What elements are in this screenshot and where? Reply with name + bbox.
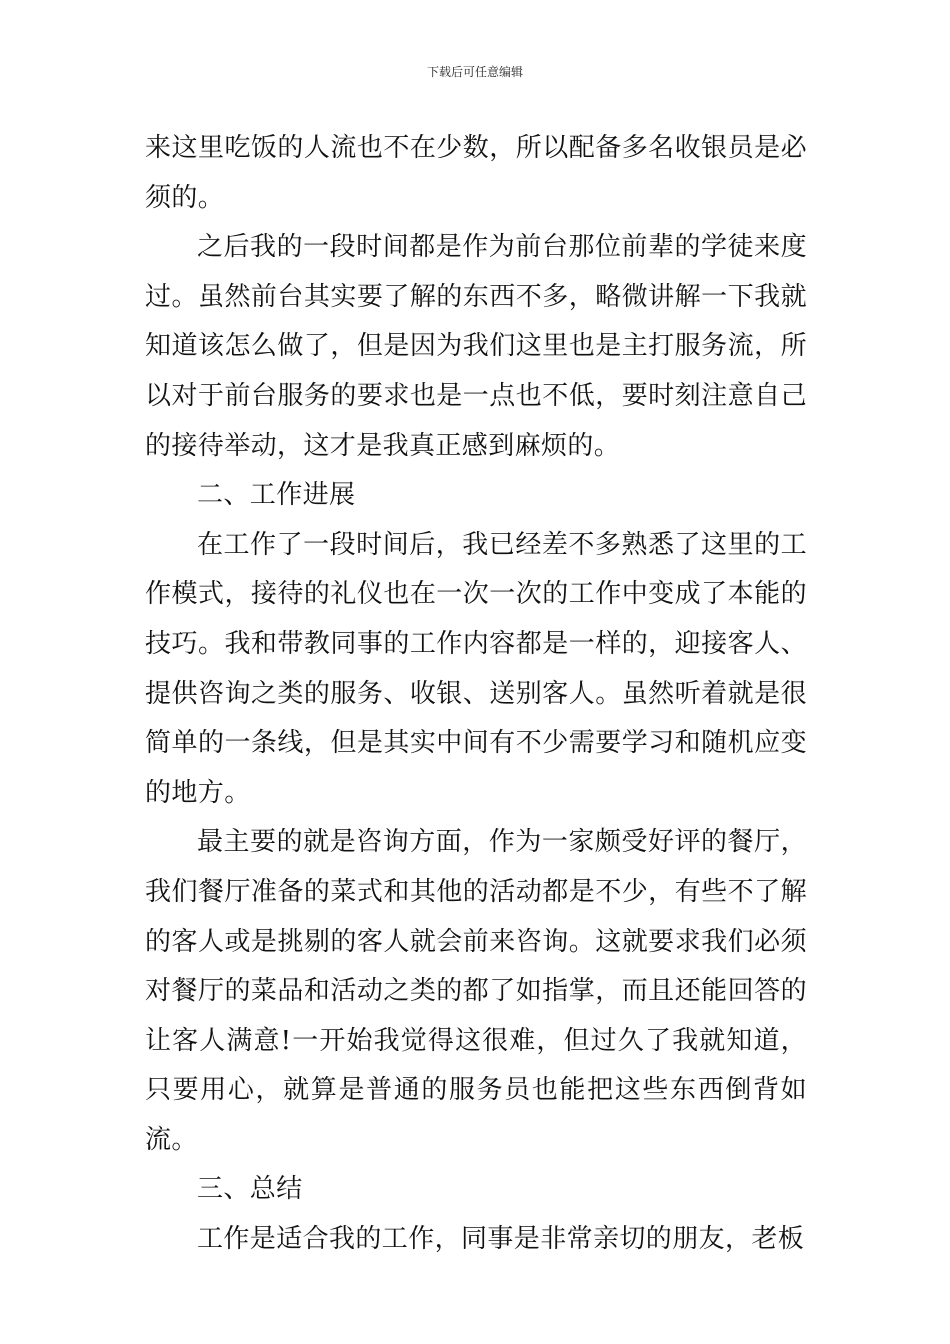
document-body (145, 124, 807, 1265)
section-heading: 三、总结 (197, 1174, 303, 1205)
paragraph: 最主要的就是咨询方面，作为一家颇受好评的餐厅，我们餐厅准备的菜式和其他的活动都是不少，有些不了解的客人或是挑剔的客人就会前来咨询。这就要求我们必须对餐厅的菜品和活动之类的都了如指掌，而且还能回答的让客人满意!一开始我觉得这很难，但过久了我就知道，只要用心，就算是普通的服务员也能把这些东西倒背如流。 (145, 827, 807, 1155)
paragraph: 来这里吃饭的人流也不在少数，所以配备多名收银员是必须的。 (145, 133, 807, 213)
paragraph: 之后我的一段时间都是作为前台那位前辈的学徒来度过。虽然前台其实要了解的东西不多，略微讲解一下我就知道该怎么做了，但是因为我们这里也是主打服务流，所以对于前台服务的要求也是一点也不低，要时刻注意自己的接待举动，这才是我真正感到麻烦的。 (145, 232, 807, 461)
page-header: 下载后可任意编辑 (426, 65, 523, 79)
section-heading: 二、工作进展 (197, 480, 356, 511)
paragraph: 工作是适合我的工作，同事是非常亲切的朋友，老板 (197, 1224, 805, 1255)
paragraph: 在工作了一段时间后，我已经差不多熟悉了这里的工作模式，接待的礼仪也在一次一次的工作中变成了本能的技巧。我和带教同事的工作内容都是一样的，迎接客人、提供咨询之类的服务、收银、送别客人。虽然听着就是很简单的一条线，但是其实中间有不少需要学习和随机应变的地方。 (145, 529, 807, 808)
